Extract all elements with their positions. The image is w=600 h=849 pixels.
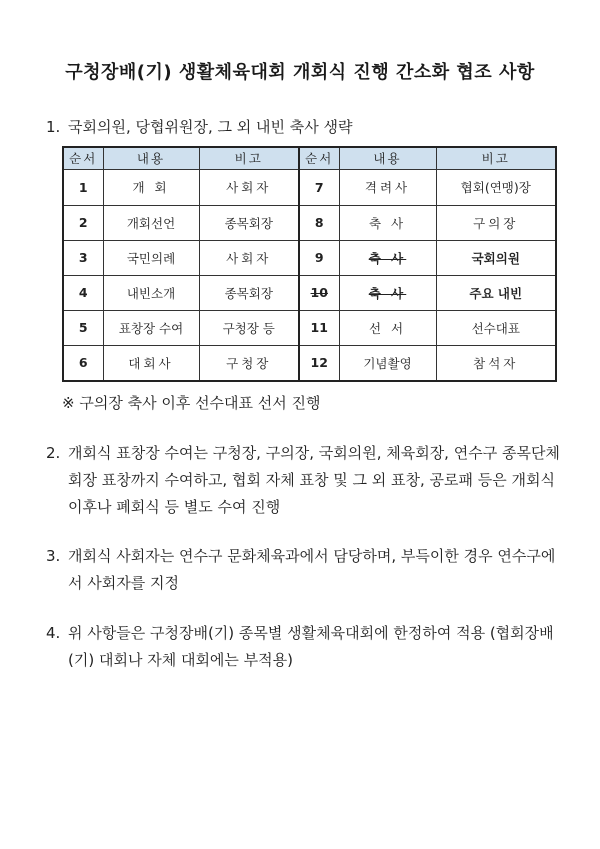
table-header-row [63, 147, 556, 169]
cell-order-struck: 10 [299, 275, 339, 310]
cell-content: 개 회 [103, 169, 199, 205]
cell-remarks: 사회자 [199, 240, 299, 275]
cell-remarks: 사회자 [199, 169, 299, 205]
cell-order: 9 [299, 240, 339, 275]
cell-remarks: 주요 내빈 [436, 275, 556, 310]
table-note: ※ 구의장 축사 이후 선수대표 선서 진행 [62, 394, 321, 412]
cell-remarks: 국회의원 [436, 240, 556, 275]
cell-remarks: 협회(연맹)장 [436, 169, 556, 205]
cell-order: 4 [63, 275, 103, 310]
cell-order: 5 [63, 310, 103, 345]
item-1-number: 1. [46, 118, 61, 136]
cell-order: 11 [299, 310, 339, 345]
item-2 [46, 440, 566, 521]
cell-remarks: 선수대표 [436, 310, 556, 345]
cell-remarks: 참석자 [436, 345, 556, 381]
table-row [63, 205, 556, 240]
cell-order: 7 [299, 169, 339, 205]
table-row [63, 169, 556, 205]
item-2-number: 2. [46, 444, 61, 462]
cell-content-struck: 축 사 [339, 275, 436, 310]
cell-content: 선 서 [339, 310, 436, 345]
table-row [63, 310, 556, 345]
item-2-text: 개회식 표창장 수여는 구청장, 구의장, 국회의원, 체육회장, 연수구 종목단체회장 표창까지 수여하고, 협회 자체 표창 및 그 외 표창, 공로패 등은 개회식 이후나 폐회식 등 별도 수여 진행 [68, 444, 560, 516]
cell-remarks: 종목회장 [199, 275, 299, 310]
header-content: 내용 [103, 147, 199, 169]
table-row [63, 275, 556, 310]
header-order-2: 순서 [299, 147, 339, 169]
item-3-text: 개회식 사회자는 연수구 문화체육과에서 담당하며, 부득이한 경우 연수구에서 사회자를 지정 [68, 547, 556, 592]
cell-content: 기념촬영 [339, 345, 436, 381]
ceremony-schedule-table [62, 146, 557, 382]
cell-order: 8 [299, 205, 339, 240]
cell-content: 국민의례 [103, 240, 199, 275]
table-row [63, 345, 556, 381]
cell-remarks: 종목회장 [199, 205, 299, 240]
cell-content-struck: 축 사 [339, 240, 436, 275]
header-remarks-2: 비고 [436, 147, 556, 169]
item-4-number: 4. [46, 624, 61, 642]
cell-content: 개회선언 [103, 205, 199, 240]
cell-order: 6 [63, 345, 103, 381]
item-4 [46, 620, 566, 674]
document-title: 구청장배(기) 생활체육대회 개회식 진행 간소화 협조 사항 [65, 62, 535, 83]
header-order: 순서 [63, 147, 103, 169]
cell-remarks: 구청장 등 [199, 310, 299, 345]
cell-order: 3 [63, 240, 103, 275]
item-1-text: 국회의원, 당협위원장, 그 외 내빈 축사 생략 [68, 118, 353, 136]
cell-order: 12 [299, 345, 339, 381]
cell-remarks: 구청장 [199, 345, 299, 381]
header-content-2: 내용 [339, 147, 436, 169]
table-row [63, 240, 556, 275]
cell-content: 격려사 [339, 169, 436, 205]
item-4-text: 위 사항들은 구청장배(기) 종목별 생활체육대회에 한정하여 적용 (협회장배(기) 대회나 자체 대회에는 부적용) [68, 624, 554, 669]
cell-content: 대회사 [103, 345, 199, 381]
cell-content: 축 사 [339, 205, 436, 240]
item-3-number: 3. [46, 547, 61, 565]
cell-order: 2 [63, 205, 103, 240]
item-1 [46, 114, 566, 141]
cell-content: 표창장 수여 [103, 310, 199, 345]
cell-remarks: 구의장 [436, 205, 556, 240]
header-remarks: 비고 [199, 147, 299, 169]
item-3 [46, 543, 566, 597]
cell-order: 1 [63, 169, 103, 205]
cell-content: 내빈소개 [103, 275, 199, 310]
